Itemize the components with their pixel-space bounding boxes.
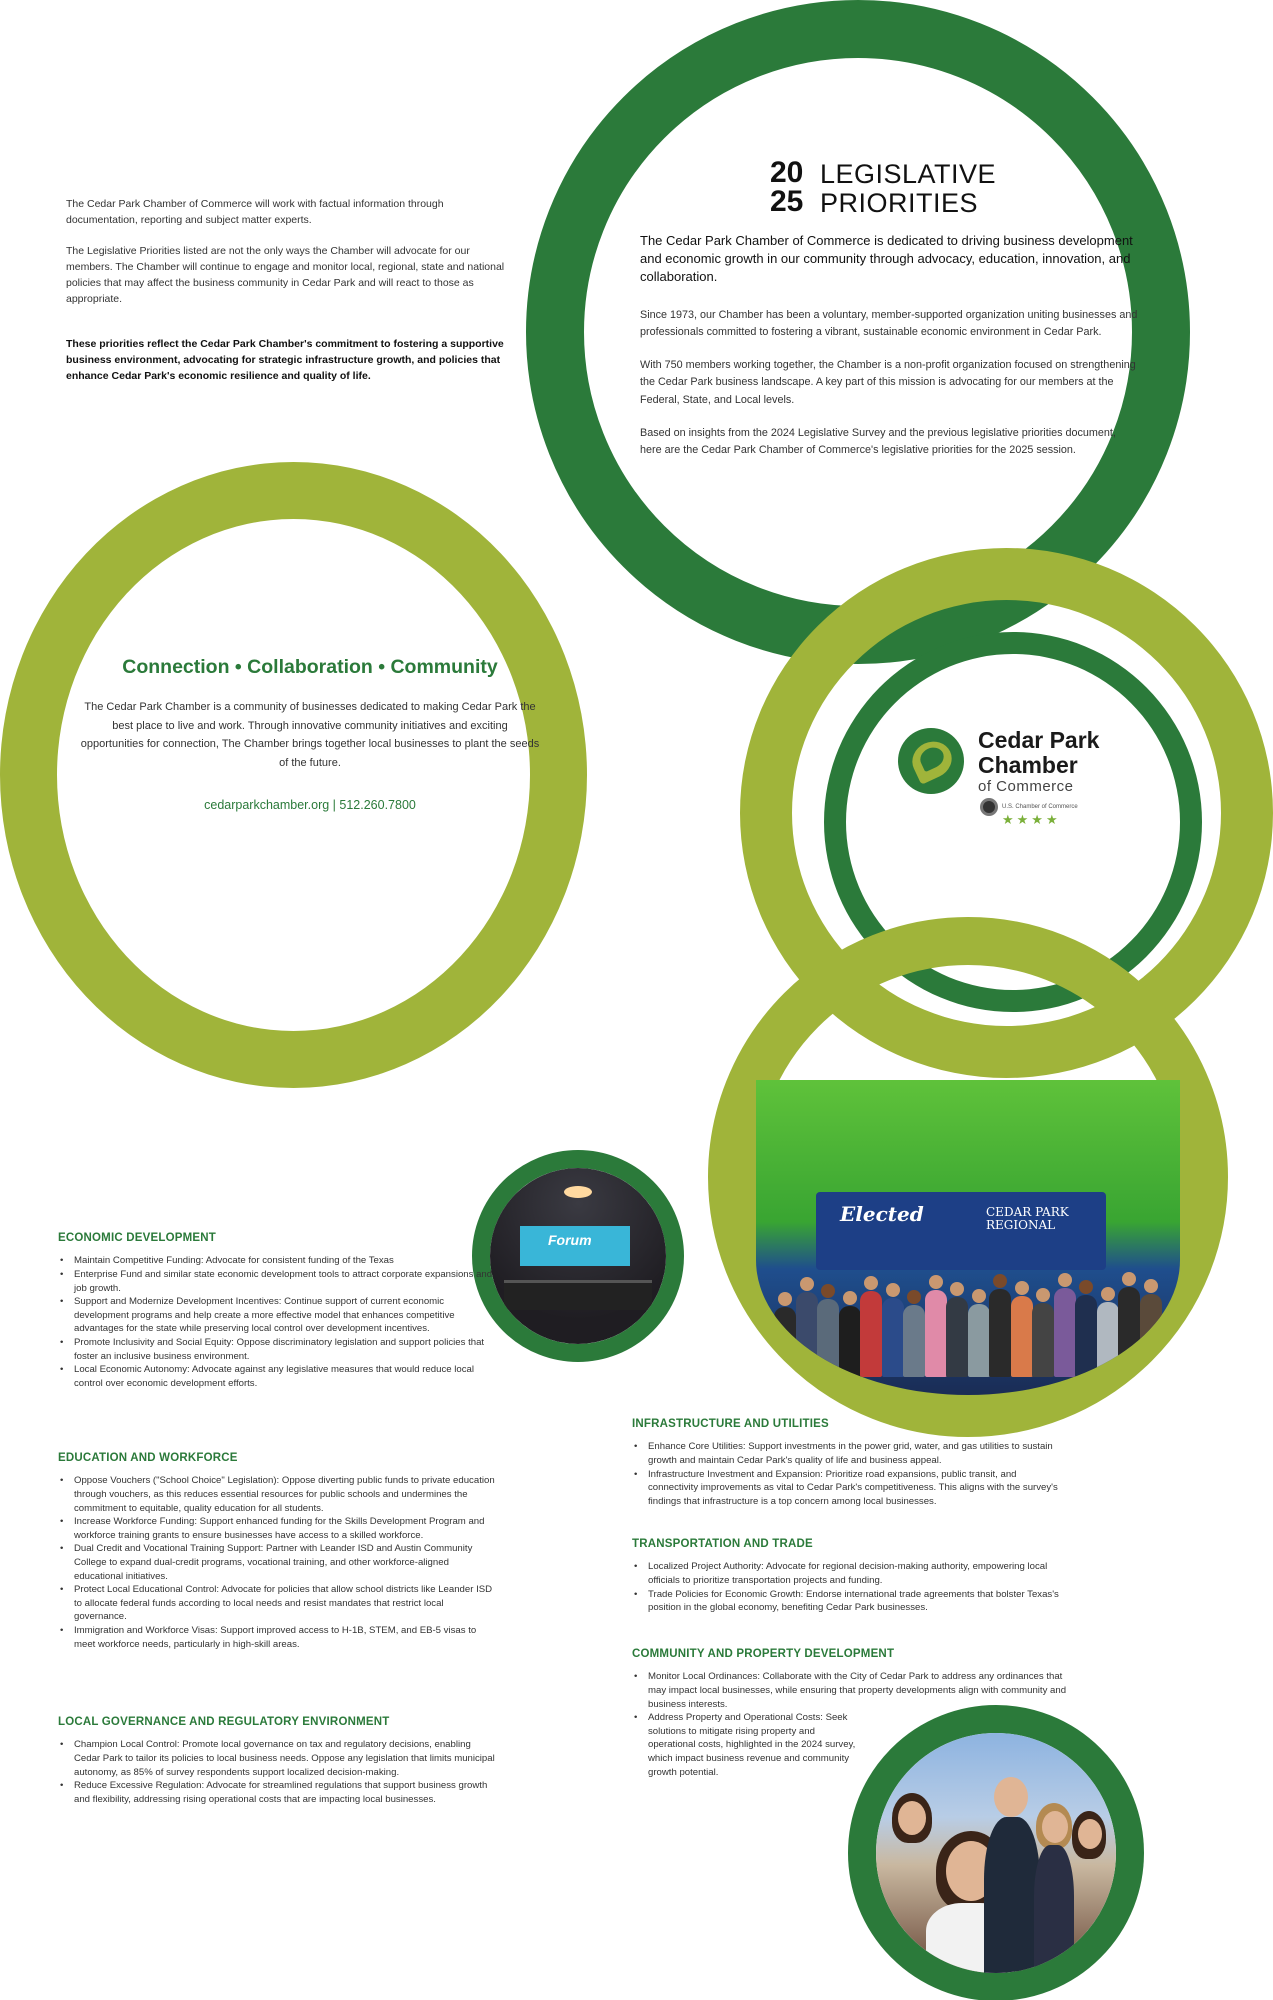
person-face: [1078, 1819, 1102, 1849]
intro-paragraph: The Legislative Priorities listed are not the only ways the Chamber will advocate for our members. The Chamber will continue to engage and monitor local, regional, state and national policies that may affect the business community in Cedar Park and will react to those as appropriate.: [66, 244, 505, 306]
person-head: [993, 1274, 1007, 1288]
contact-link[interactable]: cedarparkchamber.org | 512.260.7800: [204, 798, 416, 812]
person-figure: [1032, 1303, 1054, 1377]
person-head: [950, 1282, 964, 1296]
list-item: • Support and Modernize Development Incentives: Continue support of current economic development programs and help create a more effective model that enhances competitive advantages for the state while preserving local control over development incentives.: [58, 1295, 498, 1336]
person-shirt: [1034, 1845, 1074, 1973]
person-head: [886, 1283, 900, 1297]
group-of-people: [766, 1267, 1170, 1377]
list-item: • Immigration and Workforce Visas: Support improved access to H-1B, STEM, and EB-5 visas to meet workforce needs, particularly in high-skill areas.: [58, 1624, 498, 1651]
person-figure: [946, 1297, 968, 1377]
title-line-2: PRIORITIES: [820, 188, 979, 219]
header-lead: The Cedar Park Chamber of Commerce is dedicated to driving business development and economic growth in our community through advocacy, education, innovation, and collaboration.: [640, 233, 1133, 285]
list-item: • Dual Credit and Vocational Training Support: Partner with Leander ISD and Austin Community College to expand dual-credit programs, vocational training, and other workforce-aligned educational initiatives.: [58, 1542, 498, 1583]
year-top: 20: [770, 156, 804, 189]
person-head: [929, 1275, 943, 1289]
ceiling-light: [564, 1186, 592, 1198]
list-item: • Champion Local Control: Promote local governance on tax and regulatory decisions, enabling Cedar Park to tailor its policies to local business needs. Oppose any legislation that limits municipal autonomy, as 85% of survey respondents support localized decision-making.: [58, 1738, 498, 1779]
section-title: COMMUNITY AND PROPERTY DEVELOPMENT: [632, 1648, 895, 1660]
section-title: INFRASTRUCTURE AND UTILITIES: [632, 1418, 829, 1430]
list-item: • Increase Workforce Funding: Support enhanced funding for the Skills Development Program and workforce training grants to ensure businesses have access to a skilled workforce.: [58, 1515, 498, 1542]
year-bottom: 25: [770, 185, 804, 219]
section-title: EDUCATION AND WORKFORCE: [58, 1452, 238, 1464]
person-figure: [860, 1291, 882, 1377]
person-head: [1144, 1279, 1158, 1293]
logo-line-2: Chamber: [978, 752, 1078, 779]
logo-line-1: Cedar Park: [978, 727, 1100, 753]
logo-subtitle: of Commerce: [978, 778, 1074, 795]
section-title: LOCAL GOVERNANCE AND REGULATORY ENVIRONMENT: [58, 1716, 390, 1728]
person-figure: [774, 1307, 796, 1377]
list-item: • Local Economic Autonomy: Advocate against any legislative measures that would reduce local control over economic development efforts.: [58, 1363, 498, 1390]
header-body: [640, 232, 1140, 475]
chamber-leaf-logo-icon: [898, 728, 964, 794]
intro-paragraph: The Cedar Park Chamber of Commerce will work with factual information through documentation, reporting and subject matter experts.: [66, 198, 444, 227]
person-head: [1015, 1281, 1029, 1295]
person-head: [778, 1292, 792, 1306]
person-head: [907, 1290, 921, 1304]
list-item: • Protect Local Educational Control: Advocate for policies that allow school districts like Leander ISD to allocate federal funds according to local needs and resist mandates that restrict local governance.: [58, 1583, 498, 1624]
section-infrastructure-utilities: [632, 1416, 1062, 1508]
list-item: • Localized Project Authority: Advocate for regional decision-making authority, empowering local officials to prioritize transportation projects and funding.: [632, 1560, 1062, 1587]
section-title: ECONOMIC DEVELOPMENT: [58, 1232, 216, 1244]
list-item: • Promote Inclusivity and Social Equity: Oppose discriminatory legislation and support policies that foster an inclusive business environment.: [58, 1336, 498, 1363]
section-transportation-trade: [632, 1536, 1062, 1615]
list-item: • Monitor Local Ordinances: Collaborate with the City of Cedar Park to address any ordinances that may impact local businesses, while ensuring that property developments align with community and business interests.: [632, 1670, 1072, 1711]
banner-main-text: Elected: [840, 1202, 924, 1226]
person-figure: [1011, 1296, 1033, 1377]
person-shirt: [984, 1817, 1040, 1973]
person-figure: [903, 1305, 925, 1377]
community-title: Connection • Collaboration • Community: [122, 656, 498, 678]
section-economic-development: [58, 1230, 498, 1390]
section-community-property: [632, 1646, 1072, 1779]
banner-side-text: CEDAR PARK REGIONAL: [986, 1205, 1069, 1233]
ring-light-left: [0, 462, 587, 1088]
person-figure: [1097, 1302, 1119, 1377]
person-head: [864, 1276, 878, 1290]
person-head: [800, 1277, 814, 1291]
us-chamber-label: U.S. Chamber of Commerce: [1002, 804, 1078, 810]
intro-text: [66, 196, 516, 398]
person-figure: [925, 1290, 947, 1377]
list-item: • Address Property and Operational Costs: Seek solutions to mitigate rising property and operational costs, highlighted in the 2024 survey, which impact business revenue and community growth potential.: [632, 1711, 862, 1779]
person-head: [1122, 1272, 1136, 1286]
list-item: • Oppose Vouchers ("School Choice" Legislation): Oppose diverting public funds to private education through vouchers, as this reduces essential resources for public schools and undermines the commitment to equitable, quality education for all students.: [58, 1474, 498, 1515]
person-figure: [839, 1306, 861, 1377]
person-head: [1036, 1288, 1050, 1302]
header-paragraph: Since 1973, our Chamber has been a voluntary, member-supported organization uniting businesses and professionals committed to fostering a vibrant, sustainable economic environment in Cedar Park.: [640, 308, 1138, 338]
reception-photo: [756, 1080, 1180, 1395]
panel-table: [504, 1280, 652, 1310]
list-item: • Enterprise Fund and similar state economic development tools to attract corporate expansions and job growth.: [58, 1268, 498, 1295]
person-face: [994, 1777, 1028, 1817]
forum-screen: [520, 1226, 630, 1266]
person-figure: [1140, 1294, 1162, 1377]
community-body: The Cedar Park Chamber is a community of businesses dedicated to making Cedar Park the best place to live and work. Through innovative community initiatives and exciting opportunities for connection, The Chamber brings together local businesses to plant the seeds of the future.: [80, 701, 540, 770]
accreditation-stars-icon: ★★★★: [1002, 812, 1061, 827]
list-item: • Enhance Core Utilities: Support investments in the power grid, water, and gas utilities to sustain growth and maintain Cedar Park's quality of life and business appeal.: [632, 1440, 1062, 1467]
section-education-workforce: [58, 1450, 498, 1651]
person-figure: [1118, 1287, 1140, 1377]
list-item: • Infrastructure Investment and Expansion: Prioritize road expansions, public transit, and connectivity improvements as vital to Cedar Park's competitiveness. This aligns with the survey's findings that infrastructure is a top concern among local businesses.: [632, 1468, 1062, 1509]
person-figure: [882, 1298, 904, 1377]
forum-screen-text: Forum: [548, 1232, 592, 1248]
person-figure: [989, 1289, 1011, 1377]
section-title: TRANSPORTATION AND TRADE: [632, 1538, 813, 1550]
person-head: [1058, 1273, 1072, 1287]
intro-commitment: These priorities reflect the Cedar Park Chamber's commitment to fostering a supportive business environment, advocating for strategic infrastructure growth, and policies that enhance Cedar Park's economic resilience and quality of life.: [66, 337, 504, 383]
forum-photo: [490, 1168, 666, 1344]
person-face: [1042, 1811, 1068, 1843]
logo-wordmark: [978, 728, 1099, 779]
section-local-governance: [58, 1714, 498, 1806]
header-paragraph: Based on insights from the 2024 Legislative Survey and the previous legislative priorities document, here are the Cedar Park Chamber of Commerce's legislative priorities for the 2025 session.: [640, 426, 1116, 457]
page-title: [820, 160, 996, 218]
person-head: [972, 1289, 986, 1303]
person-figure: [968, 1304, 990, 1377]
person-head: [1101, 1287, 1115, 1301]
person-face: [898, 1801, 926, 1835]
us-chamber-seal-icon: [980, 798, 998, 816]
person-figure: [1054, 1288, 1076, 1377]
list-item: • Maintain Competitive Funding: Advocate for consistent funding of the Texas: [58, 1254, 498, 1268]
person-head: [821, 1284, 835, 1298]
person-head: [1079, 1280, 1093, 1294]
year-label: [770, 158, 803, 217]
title-line-1: LEGISLATIVE: [820, 159, 997, 189]
person-figure: [1075, 1295, 1097, 1377]
event-banner: [816, 1192, 1106, 1270]
list-item: • Trade Policies for Economic Growth: Endorse international trade agreements that bolster Texas's position in the global economy, benefiting Cedar Park businesses.: [632, 1588, 1062, 1615]
person-figure: [796, 1292, 818, 1377]
header-paragraph: With 750 members working together, the Chamber is a non-profit organization focused on strengthening the Cedar Park business landscape. A key part of this mission is advocating for our members at the Federal, State, and Local levels.: [640, 359, 1136, 406]
list-item: • Reduce Excessive Regulation: Advocate for streamlined regulations that support business growth and flexibility, addressing rising operational costs that are impacting local businesses.: [58, 1779, 498, 1806]
person-figure: [817, 1299, 839, 1377]
person-head: [843, 1291, 857, 1305]
